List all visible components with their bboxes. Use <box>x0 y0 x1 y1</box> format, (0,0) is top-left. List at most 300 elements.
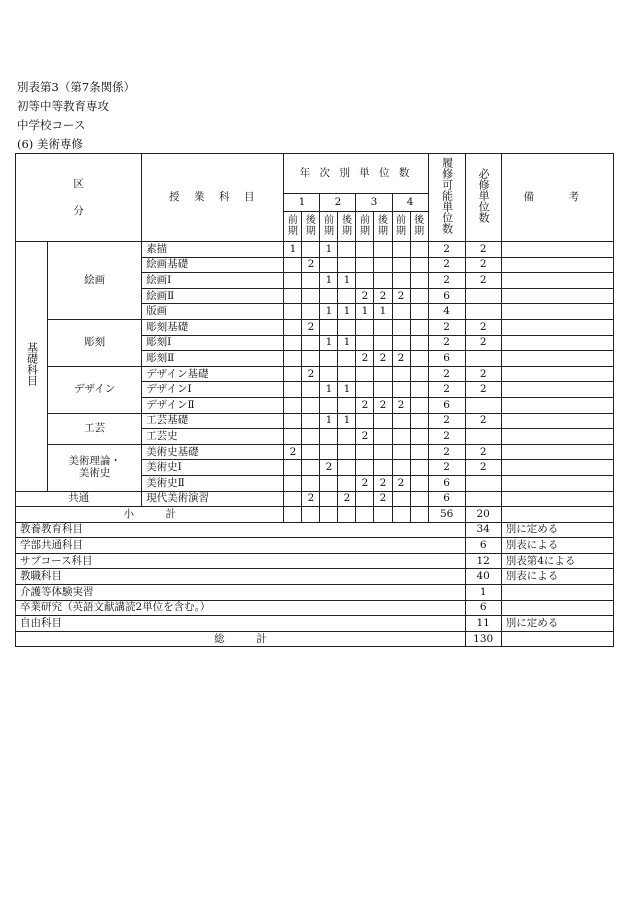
credit-cell <box>338 257 356 273</box>
table-row <box>16 553 614 569</box>
remarks-cell <box>501 475 613 491</box>
subtotal-elective: 56 <box>428 507 465 523</box>
subject-cell: 彫刻Ⅱ <box>142 351 284 367</box>
subject-cell: 絵画Ⅰ <box>142 273 284 289</box>
credit-cell <box>338 366 356 382</box>
credit-cell <box>284 304 302 320</box>
credit-cell <box>410 429 428 445</box>
credit-cell <box>374 366 392 382</box>
required-credits-cell: 2 <box>465 382 501 398</box>
elective-credits-cell: 6 <box>428 351 465 367</box>
credit-cell <box>320 366 338 382</box>
curriculum-table <box>15 153 614 647</box>
elective-credits-cell: 2 <box>428 382 465 398</box>
common-category-cell: 共通 <box>16 491 142 507</box>
subject-cell: 美術史Ⅰ <box>142 460 284 476</box>
credit-cell: 1 <box>338 304 356 320</box>
required-credits-cell: 34 <box>465 522 501 538</box>
required-credits-label: 必修単位数 <box>477 168 491 223</box>
credit-cell <box>302 288 320 304</box>
required-credits-cell <box>465 397 501 413</box>
credit-cell <box>338 242 356 258</box>
remarks-cell <box>501 585 613 601</box>
credit-cell <box>374 382 392 398</box>
term-header-label: 後期 <box>414 215 425 237</box>
elective-credits-cell: 2 <box>428 366 465 382</box>
credit-cell <box>356 413 374 429</box>
elective-credits-cell: 2 <box>428 319 465 335</box>
credit-cell: 1 <box>374 304 392 320</box>
empty-cell <box>392 507 410 523</box>
credit-cell: 2 <box>392 397 410 413</box>
subject-header-label: 授 業 科 目 <box>169 191 257 203</box>
year-4-header: 4 <box>392 194 428 212</box>
required-credits-cell <box>465 475 501 491</box>
required-credits-cell <box>465 491 501 507</box>
credit-cell <box>338 319 356 335</box>
subcategory-label-line: 美術理論・ <box>68 455 121 468</box>
term-header <box>284 212 302 242</box>
remarks-cell <box>501 242 613 258</box>
required-credits-cell <box>465 304 501 320</box>
required-credits-cell: 2 <box>465 413 501 429</box>
credit-cell <box>302 460 320 476</box>
credit-cell <box>392 304 410 320</box>
credit-cell <box>392 242 410 258</box>
credit-cell <box>284 382 302 398</box>
required-credits-cell <box>465 351 501 367</box>
credit-cell <box>320 475 338 491</box>
credit-cell: 1 <box>356 304 374 320</box>
credit-cell: 1 <box>320 382 338 398</box>
required-credits-cell: 2 <box>465 257 501 273</box>
credit-cell: 1 <box>320 242 338 258</box>
remarks-cell <box>501 429 613 445</box>
credit-cell <box>302 335 320 351</box>
credit-cell <box>374 319 392 335</box>
required-credits-cell: 2 <box>465 460 501 476</box>
credit-cell <box>320 351 338 367</box>
other-area-label: 学部共通科目 <box>16 538 466 554</box>
remarks-cell <box>501 413 613 429</box>
elective-credits-label: 履修可能単位数 <box>440 157 454 234</box>
credit-cell <box>410 335 428 351</box>
credit-cell: 2 <box>392 288 410 304</box>
remarks-cell <box>501 366 613 382</box>
credit-cell <box>284 288 302 304</box>
program-name: 初等中等教育専攻 <box>17 99 109 113</box>
remarks-cell: 別表による <box>501 538 613 554</box>
credit-cell <box>284 413 302 429</box>
required-credits-cell: 40 <box>465 569 501 585</box>
term-header <box>374 212 392 242</box>
remarks-cell: 別表第4による <box>501 553 613 569</box>
credit-cell: 2 <box>320 460 338 476</box>
credit-cell: 2 <box>392 475 410 491</box>
credit-cell <box>374 335 392 351</box>
subtotal-label: 小 計 <box>16 507 284 523</box>
required-credits-cell: 2 <box>465 335 501 351</box>
subject-cell: 工芸基礎 <box>142 413 284 429</box>
other-area-label: サブコース科目 <box>16 553 466 569</box>
credit-cell <box>410 444 428 460</box>
credit-cell <box>302 429 320 445</box>
credit-cell <box>356 273 374 289</box>
subject-cell: 絵画基礎 <box>142 257 284 273</box>
table-row <box>16 413 614 429</box>
table-row <box>16 538 614 554</box>
elective-credits-cell: 6 <box>428 397 465 413</box>
subcategory-cell: 工芸 <box>48 413 142 444</box>
required-credits-cell <box>465 429 501 445</box>
subject-cell: 現代美術演習 <box>142 491 284 507</box>
credit-cell <box>338 460 356 476</box>
credit-cell <box>302 273 320 289</box>
total-row <box>16 631 614 647</box>
appendix-title: 別表第3（第7条関係） <box>17 80 136 94</box>
credit-cell <box>392 335 410 351</box>
remarks-header-label: 備 考 <box>523 191 592 203</box>
table-row <box>16 585 614 601</box>
term-header-label: 後期 <box>341 215 352 237</box>
remarks-cell <box>501 335 613 351</box>
credit-cell <box>338 429 356 445</box>
credit-cell <box>356 491 374 507</box>
year-3-header: 3 <box>356 194 392 212</box>
credit-cell <box>284 319 302 335</box>
credit-cell: 2 <box>374 288 392 304</box>
credit-cell <box>392 366 410 382</box>
remarks-cell: 別に定める <box>501 522 613 538</box>
subject-cell: 彫刻Ⅰ <box>142 335 284 351</box>
credit-cell <box>302 475 320 491</box>
total-required: 130 <box>465 631 501 647</box>
term-header-label: 前期 <box>323 215 334 237</box>
remarks-header <box>501 154 613 242</box>
credit-cell <box>410 366 428 382</box>
required-credits-cell: 6 <box>465 600 501 616</box>
term-header <box>392 212 410 242</box>
table-row <box>16 319 614 335</box>
credit-cell <box>392 257 410 273</box>
elective-credits-cell: 2 <box>428 444 465 460</box>
empty-cell <box>284 507 302 523</box>
specialization-name: (6) 美術専修 <box>17 137 83 151</box>
credit-cell <box>302 242 320 258</box>
credit-cell <box>392 429 410 445</box>
credit-cell <box>374 242 392 258</box>
table-row <box>16 366 614 382</box>
credit-cell <box>356 319 374 335</box>
credit-cell <box>356 257 374 273</box>
subcategory-cell: 絵画 <box>48 242 142 320</box>
empty-cell <box>320 507 338 523</box>
subject-cell: 絵画Ⅱ <box>142 288 284 304</box>
empty-cell <box>410 507 428 523</box>
term-header-label: 前期 <box>396 215 406 237</box>
credit-cell <box>410 491 428 507</box>
credit-cell <box>284 351 302 367</box>
credit-cell: 2 <box>374 397 392 413</box>
remarks-cell: 別に定める <box>501 616 613 632</box>
subtotal-row <box>16 507 614 523</box>
remarks-cell <box>501 304 613 320</box>
credit-cell <box>374 257 392 273</box>
other-area-label: 教職科目 <box>16 569 466 585</box>
credit-cell <box>284 257 302 273</box>
subject-cell: デザインⅡ <box>142 397 284 413</box>
required-credits-cell: 6 <box>465 538 501 554</box>
credit-cell: 2 <box>374 351 392 367</box>
subcategory-cell: 彫刻 <box>48 319 142 366</box>
remarks-cell <box>501 444 613 460</box>
credit-cell <box>356 366 374 382</box>
elective-credits-cell: 6 <box>428 491 465 507</box>
elective-credits-cell: 6 <box>428 475 465 491</box>
year-2-header: 2 <box>320 194 356 212</box>
credit-cell: 2 <box>302 366 320 382</box>
credit-cell <box>338 397 356 413</box>
required-credits-cell: 12 <box>465 553 501 569</box>
term-header-label: 後期 <box>305 215 316 237</box>
credit-cell: 1 <box>338 335 356 351</box>
credit-cell: 1 <box>320 335 338 351</box>
credit-cell <box>284 491 302 507</box>
credit-cell <box>410 382 428 398</box>
credit-cell <box>338 475 356 491</box>
table-row <box>16 569 614 585</box>
credit-cell <box>374 273 392 289</box>
credit-cell <box>392 382 410 398</box>
empty-cell <box>302 507 320 523</box>
credit-cell: 1 <box>338 382 356 398</box>
credit-cell <box>356 335 374 351</box>
credit-cell <box>320 491 338 507</box>
credit-cell <box>374 444 392 460</box>
other-area-label: 教養教育科目 <box>16 522 466 538</box>
subject-cell: 工芸史 <box>142 429 284 445</box>
elective-credits-cell: 2 <box>428 429 465 445</box>
required-credits-cell: 2 <box>465 242 501 258</box>
main-category-cell <box>16 242 48 492</box>
table-row <box>16 522 614 538</box>
credit-cell <box>284 366 302 382</box>
credit-cell: 2 <box>392 351 410 367</box>
term-header-label: 前期 <box>287 215 298 237</box>
required-credits-cell: 2 <box>465 366 501 382</box>
credit-cell <box>320 288 338 304</box>
credit-cell <box>374 429 392 445</box>
remarks-cell <box>501 351 613 367</box>
credit-cell <box>302 397 320 413</box>
subject-cell: デザインⅠ <box>142 382 284 398</box>
credit-cell: 2 <box>374 475 392 491</box>
table-row <box>16 242 614 258</box>
credit-cell <box>410 242 428 258</box>
elective-credits-cell: 2 <box>428 460 465 476</box>
credit-cell <box>410 319 428 335</box>
credit-cell: 2 <box>356 475 374 491</box>
credit-cell <box>410 257 428 273</box>
remarks-cell <box>501 397 613 413</box>
credit-cell <box>356 460 374 476</box>
credit-cell <box>302 444 320 460</box>
credit-cell: 2 <box>338 491 356 507</box>
credit-cell: 1 <box>320 273 338 289</box>
subject-cell: 素描 <box>142 242 284 258</box>
yearly-credits-label: 年 次 別 単 位 数 <box>299 167 413 179</box>
credit-cell <box>410 304 428 320</box>
term-header <box>320 212 338 242</box>
credit-cell: 2 <box>374 491 392 507</box>
elective-credits-cell: 2 <box>428 335 465 351</box>
credit-cell: 2 <box>356 429 374 445</box>
elective-credits-cell: 2 <box>428 413 465 429</box>
required-credits-cell: 11 <box>465 616 501 632</box>
credit-cell <box>284 273 302 289</box>
credit-cell <box>302 382 320 398</box>
subject-cell: 版画 <box>142 304 284 320</box>
credit-cell <box>392 413 410 429</box>
credit-cell <box>320 429 338 445</box>
required-credits-cell: 1 <box>465 585 501 601</box>
credit-cell <box>302 413 320 429</box>
term-header <box>410 212 428 242</box>
term-header-label: 後期 <box>377 215 388 237</box>
empty-cell <box>356 507 374 523</box>
credit-cell <box>338 288 356 304</box>
credit-cell <box>284 475 302 491</box>
table-row <box>16 616 614 632</box>
total-label: 総 計 <box>16 631 466 647</box>
credit-cell <box>302 351 320 367</box>
main-category-label: 基礎科目 <box>25 342 39 387</box>
term-header <box>356 212 374 242</box>
required-credits-cell: 2 <box>465 444 501 460</box>
elective-credits-cell: 2 <box>428 273 465 289</box>
course-name: 中学校コース <box>17 118 86 132</box>
table-row <box>16 444 614 460</box>
credit-cell <box>356 382 374 398</box>
credit-cell <box>320 257 338 273</box>
category-header-line-2: 分 <box>73 204 84 217</box>
credit-cell <box>410 460 428 476</box>
credit-cell <box>374 460 392 476</box>
year-1-header: 1 <box>284 194 320 212</box>
subject-cell: 彫刻基礎 <box>142 319 284 335</box>
subject-cell: 美術史基礎 <box>142 444 284 460</box>
category-header-line-1: 区 <box>73 177 84 190</box>
credit-cell: 2 <box>302 491 320 507</box>
credit-cell: 2 <box>356 351 374 367</box>
elective-credits-header <box>428 154 465 242</box>
credit-cell <box>320 444 338 460</box>
remarks-cell: 別表による <box>501 569 613 585</box>
credit-cell <box>374 413 392 429</box>
elective-credits-cell: 2 <box>428 242 465 258</box>
credit-cell <box>338 351 356 367</box>
credit-cell <box>410 397 428 413</box>
credit-cell <box>356 242 374 258</box>
credit-cell <box>392 319 410 335</box>
subcategory-cell: デザイン <box>48 366 142 413</box>
credit-cell <box>392 491 410 507</box>
required-credits-header <box>465 154 501 242</box>
credit-cell <box>284 429 302 445</box>
table-row <box>16 491 614 507</box>
credit-cell <box>392 444 410 460</box>
empty-cell <box>501 631 613 647</box>
required-credits-cell <box>465 288 501 304</box>
credit-cell <box>410 351 428 367</box>
term-header <box>338 212 356 242</box>
credit-cell: 2 <box>302 257 320 273</box>
remarks-cell <box>501 257 613 273</box>
credit-cell: 2 <box>284 444 302 460</box>
credit-cell <box>410 288 428 304</box>
empty-cell <box>501 507 613 523</box>
credit-cell: 1 <box>338 273 356 289</box>
subcategory-cell <box>48 444 142 491</box>
credit-cell: 1 <box>284 242 302 258</box>
required-credits-cell: 2 <box>465 273 501 289</box>
subtotal-required: 20 <box>465 507 501 523</box>
subject-cell: デザイン基礎 <box>142 366 284 382</box>
credit-cell <box>338 444 356 460</box>
remarks-cell <box>501 319 613 335</box>
credit-cell <box>410 413 428 429</box>
credit-cell <box>284 335 302 351</box>
credit-cell <box>302 304 320 320</box>
credit-cell: 2 <box>356 397 374 413</box>
yearly-credits-header <box>284 154 428 194</box>
other-area-label: 卒業研究（英語文献講読2単位を含む。） <box>16 600 466 616</box>
credit-cell: 2 <box>302 319 320 335</box>
empty-cell <box>374 507 392 523</box>
credit-cell <box>356 444 374 460</box>
credit-cell <box>410 273 428 289</box>
remarks-cell <box>501 382 613 398</box>
other-area-label: 介護等体験実習 <box>16 585 466 601</box>
elective-credits-cell: 6 <box>428 288 465 304</box>
credit-cell <box>410 475 428 491</box>
category-header <box>16 154 142 242</box>
table-row <box>16 600 614 616</box>
empty-cell <box>338 507 356 523</box>
credit-cell: 2 <box>356 288 374 304</box>
credit-cell: 1 <box>320 413 338 429</box>
credit-cell: 1 <box>338 413 356 429</box>
elective-credits-cell: 4 <box>428 304 465 320</box>
remarks-cell <box>501 491 613 507</box>
credit-cell <box>284 460 302 476</box>
credit-cell <box>320 319 338 335</box>
term-header <box>302 212 320 242</box>
term-header-label: 前期 <box>359 215 370 237</box>
remarks-cell <box>501 460 613 476</box>
remarks-cell <box>501 273 613 289</box>
remarks-cell <box>501 288 613 304</box>
subcategory-label-line: 美術史 <box>78 467 111 480</box>
credit-cell <box>392 273 410 289</box>
required-credits-cell: 2 <box>465 319 501 335</box>
credit-cell: 1 <box>320 304 338 320</box>
elective-credits-cell: 2 <box>428 257 465 273</box>
remarks-cell <box>501 600 613 616</box>
credit-cell <box>284 397 302 413</box>
credit-cell <box>392 460 410 476</box>
subcategory-label <box>68 455 121 479</box>
